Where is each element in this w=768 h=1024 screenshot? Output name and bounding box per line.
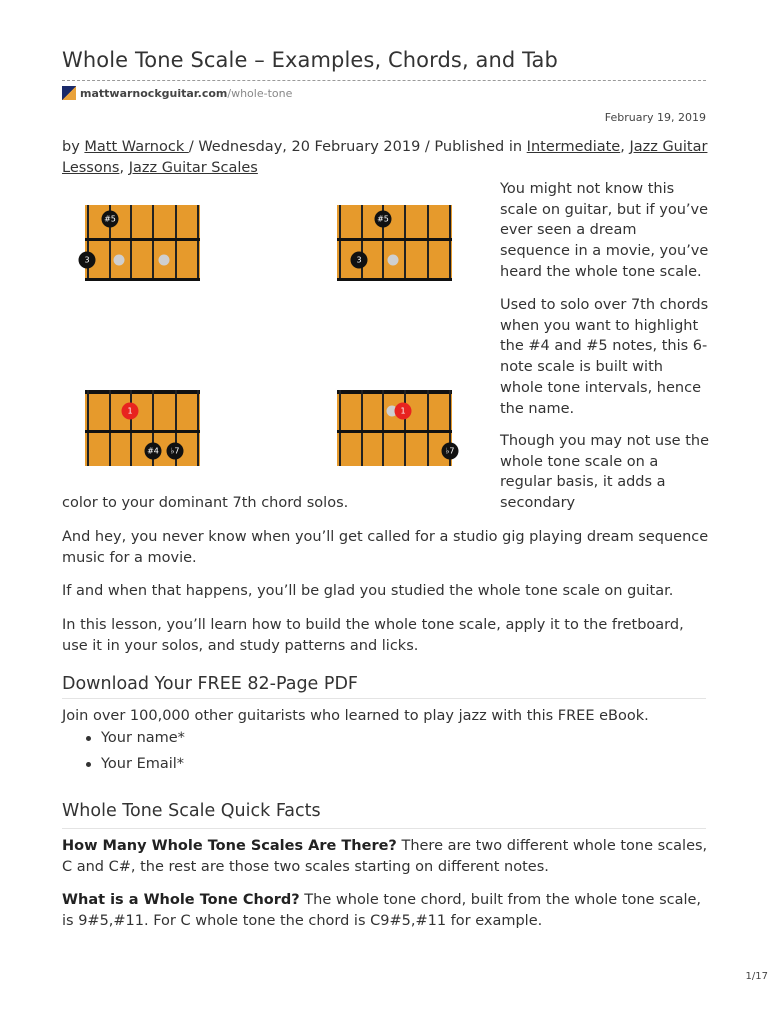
root-marker: 1: [395, 403, 412, 420]
byline-by: by: [62, 139, 80, 155]
email-field[interactable]: Your Email*: [80, 754, 185, 780]
download-text: Join over 100,000 other guitarists who learned to play jazz with this FREE eBook.: [62, 708, 649, 724]
page-number: 1/17: [745, 971, 768, 982]
byline: by Matt Warnock / Wednesday, 20 February 2019 / Published in Intermediate, Jazz Guitar Lessons, Jazz Guitar Scales: [62, 139, 708, 176]
page-title: Whole Tone Scale – Examples, Chords, and Tab: [62, 48, 558, 72]
paragraph: If and when that happens, you’ll be glad you studied the whole tone scale on guitar.: [62, 583, 674, 599]
source-line[interactable]: [62, 86, 292, 100]
print-date: February 19, 2019: [604, 111, 706, 124]
note-marker: #5: [375, 211, 392, 228]
source-path[interactable]: /whole-tone: [227, 86, 293, 100]
fretboard-diagram-4: [337, 390, 455, 466]
heading-divider: [62, 828, 706, 829]
note-marker-ghost: [114, 255, 125, 266]
fact-answer: The whole tone chord, built from the whole tone scale, is 9#5,#11. For C whole tone the chord is C9#5,#11 for example.: [62, 892, 702, 929]
fact-question: How Many Whole Tone Scales Are There?: [62, 838, 397, 854]
signup-fields-list: [80, 728, 185, 780]
site-logo-icon: [62, 86, 76, 100]
note-marker: #4: [145, 443, 162, 460]
paragraph: In this lesson, you’ll learn how to build the whole tone scale, apply it to the fretboard, use it in your solos, and study patterns and licks.: [62, 617, 684, 654]
intro-paragraph-2: Used to solo over 7th chords when you want to highlight the #4 and #5 notes, this 6-note scale is built with whole tone intervals, hence the name.: [500, 297, 709, 417]
root-marker: 1: [122, 403, 139, 420]
intro-paragraph-1: You might not know this scale on guitar, but if you’ve ever seen a dream sequence in a movie, you’ve heard the whole tone scale.: [500, 181, 709, 280]
note-marker: 3: [351, 252, 368, 269]
category-link-jazz-guitar-scales[interactable]: Jazz Guitar Scales: [128, 160, 258, 176]
intro-paragraph-3: Though you may not use the whole tone scale on a regular basis, it adds a secondary: [500, 433, 709, 512]
fact-1: [62, 836, 712, 878]
fretboard-diagram-3: [85, 390, 200, 466]
author-link[interactable]: Matt Warnock: [84, 139, 189, 155]
byline-date: / Wednesday, 20 February 2019 / Published in: [188, 139, 523, 155]
note-marker: 3: [79, 252, 96, 269]
fretboard-diagram-1: [85, 205, 200, 281]
source-domain[interactable]: mattwarnockguitar.com: [80, 86, 228, 100]
fact-2: [62, 890, 712, 932]
note-marker: ♭7: [442, 443, 459, 460]
note-marker: ♭7: [167, 443, 184, 460]
category-link-intermediate[interactable]: Intermediate: [526, 139, 621, 155]
paragraph: And hey, you never know when you’ll get called for a studio gig playing dream sequence music for a movie.: [62, 529, 709, 566]
fact-answer: There are two different whole tone scales, C and C#, the rest are those two scales starting on different notes.: [62, 838, 708, 875]
quick-facts-heading: Whole Tone Scale Quick Facts: [62, 801, 321, 821]
paragraph: color to your dominant 7th chord solos.: [62, 495, 349, 511]
fretboard-diagram-2: [337, 205, 452, 281]
note-marker-ghost: [159, 255, 170, 266]
heading-divider: [62, 698, 706, 699]
download-heading: Download Your FREE 82-Page PDF: [62, 674, 358, 694]
title-divider: [62, 80, 706, 81]
name-field[interactable]: Your name*: [80, 728, 185, 754]
fact-question: What is a Whole Tone Chord?: [62, 892, 300, 908]
note-marker-ghost: [388, 255, 399, 266]
note-marker: #5: [102, 211, 119, 228]
category-link-jazz-guitar-lessons[interactable]: Jazz Guitar Lessons: [62, 139, 708, 176]
